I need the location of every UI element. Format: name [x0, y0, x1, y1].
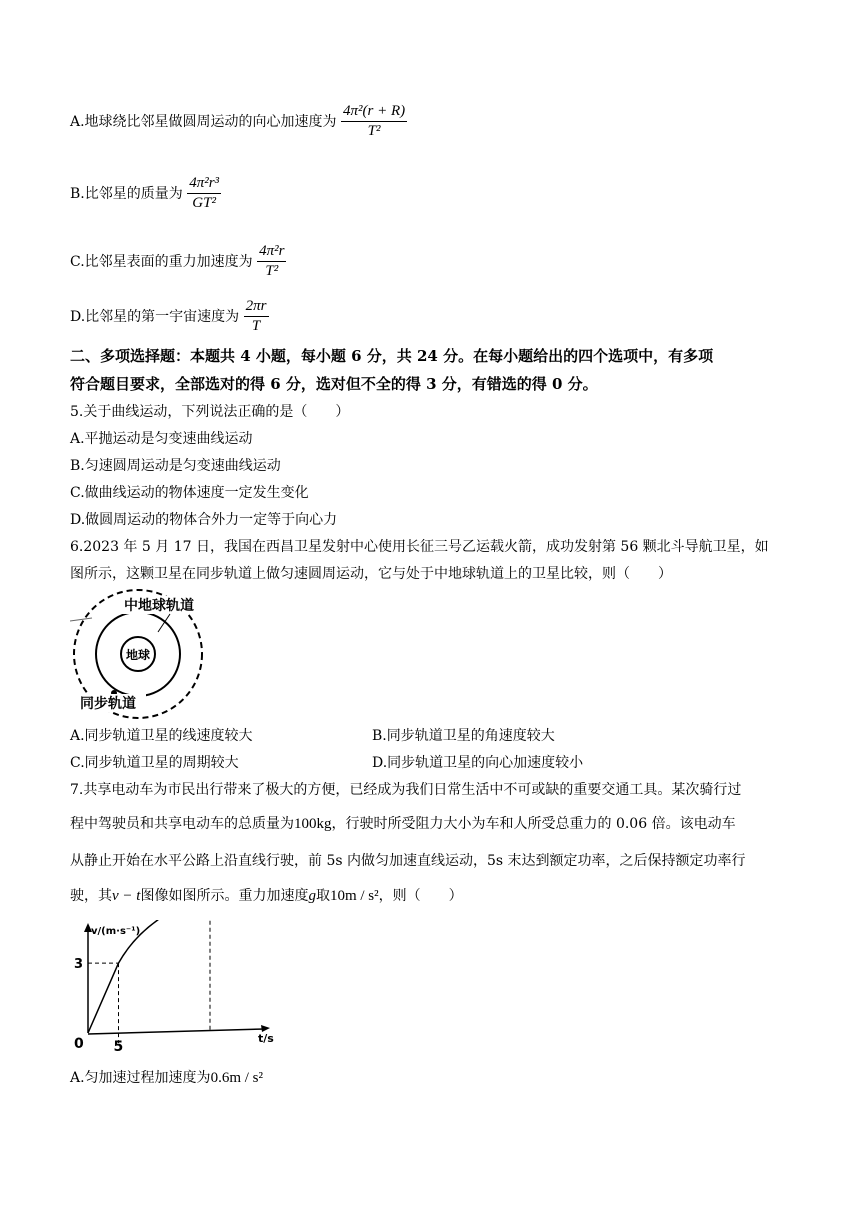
g-symbol: g [308, 888, 316, 904]
formula-fraction [341, 103, 407, 141]
q7-stem-line1: 7.共享电动车为市民出行带来了极大的方便，已经成为我们日常生活中不可或缺的重要交通工具。某次骑行过 [70, 782, 742, 798]
g-value: 10m / s² [329, 888, 379, 904]
section-heading-line2: 符合题目要求，全部选对的得 6 分，选对但不全的得 3 分，有错选的得 0 分。 [70, 375, 598, 393]
vt-plot [74, 920, 274, 1055]
fraction-denominator: T² [367, 123, 381, 140]
option-text: A.匀加速过程加速度为 [70, 1070, 211, 1086]
option-text: A.地球绕比邻星做圆周运动的向心加速度为 [70, 113, 337, 130]
q4-option-a [70, 103, 407, 141]
x-axis-arrow [261, 1025, 270, 1032]
q4-option-b [70, 175, 221, 213]
fraction-denominator: T [251, 318, 261, 335]
mass-value: 100kg [294, 816, 332, 832]
formula-fraction [257, 243, 286, 281]
q7-text: ，行驶时所受阻力大小为车和人所受总重力的 0.06 倍。该电动车 [331, 816, 736, 832]
vt-chart [70, 920, 285, 1055]
fraction-numerator: 4π²r³ [187, 175, 221, 194]
meo-label: 中地球轨道 [124, 598, 194, 614]
q6-option-c: C.同步轨道卫星的周期较大 [70, 755, 239, 771]
q6-option-a: A.同步轨道卫星的线速度较大 [70, 728, 253, 744]
q7-stem-line2 [70, 813, 736, 833]
q6-option-b: B.同步轨道卫星的角速度较大 [372, 728, 555, 744]
acceleration-value: 0.6m / s² [210, 1070, 263, 1086]
fraction-denominator: GT² [192, 195, 216, 212]
q5-option-d: D.做圆周运动的物体合外力一定等于向心力 [70, 512, 338, 528]
q6-option-d: D.同步轨道卫星的向心加速度较小 [372, 755, 584, 771]
x-axis [88, 1029, 265, 1034]
q7-text: 取 [315, 888, 330, 904]
orbit-diagram [70, 588, 220, 723]
q5-option-a: A.平抛运动是匀变速曲线运动 [70, 431, 253, 447]
geo-label: 同步轨道 [80, 696, 136, 712]
formula-fraction [244, 298, 269, 336]
fraction-numerator: 2πr [244, 298, 269, 317]
y-tick-label: 3 [74, 957, 84, 973]
section-heading-line1: 二、多项选择题：本题共 4 小题，每小题 6 分，共 24 分。在每小题给出的四个选项中，有多项 [70, 347, 714, 365]
option-text: C.比邻星表面的重力加速度为 [70, 253, 253, 270]
x-tick-label: 5 [113, 1039, 124, 1055]
q7-stem-line4 [70, 885, 463, 905]
q7-stem-line3: 从静止开始在水平公路上沿直线行驶，前 5s 内做匀加速直线运动，5s 末达到额定功率，之后保持额定功率行 [70, 853, 746, 869]
q7-option-a [70, 1067, 263, 1087]
fraction-numerator: 4π²r [257, 243, 286, 262]
vt-symbol: v − t [112, 888, 141, 904]
origin-label: 0 [74, 1036, 84, 1052]
fraction-denominator: T² [265, 263, 279, 280]
q6-stem-line2: 图所示，这颗卫星在同步轨道上做匀速圆周运动，它与处于中地球轨道上的卫星比较，则（ ） [70, 566, 672, 582]
q5-option-c: C.做曲线运动的物体速度一定发生变化 [70, 485, 309, 501]
meo-pointer-line [158, 614, 170, 632]
fraction-numerator: 4π²(r + R) [341, 103, 407, 122]
q6-stem-line1: 6.2023 年 5 月 17 日，我国在西昌卫星发射中心使用长征三号乙运载火箭，成功发射第 56 颗北斗导航卫星，如 [70, 539, 769, 555]
q7-text: 程中驾驶员和共享电动车的总质量为 [70, 816, 294, 832]
x-axis-label: t/s [258, 1032, 274, 1045]
q4-option-d [70, 298, 269, 336]
q5-stem: 5.关于曲线运动，下列说法正确的是（ ） [70, 404, 350, 420]
q7-text: ，则（ ） [378, 888, 463, 904]
q5-option-b: B.匀速圆周运动是匀变速曲线运动 [70, 458, 281, 474]
formula-fraction [187, 175, 221, 213]
q7-text: 驶，其 [70, 888, 112, 904]
q7-text: 图像如图所示。重力加速度 [140, 888, 309, 904]
q4-option-c [70, 243, 286, 281]
y-axis-label: v/(m·s⁻¹) [91, 926, 141, 937]
option-text: D.比邻星的第一宇宙速度为 [70, 308, 240, 325]
earth-label: 地球 [125, 648, 151, 662]
scan-line-mark [70, 618, 92, 621]
option-text: B.比邻星的质量为 [70, 185, 183, 202]
